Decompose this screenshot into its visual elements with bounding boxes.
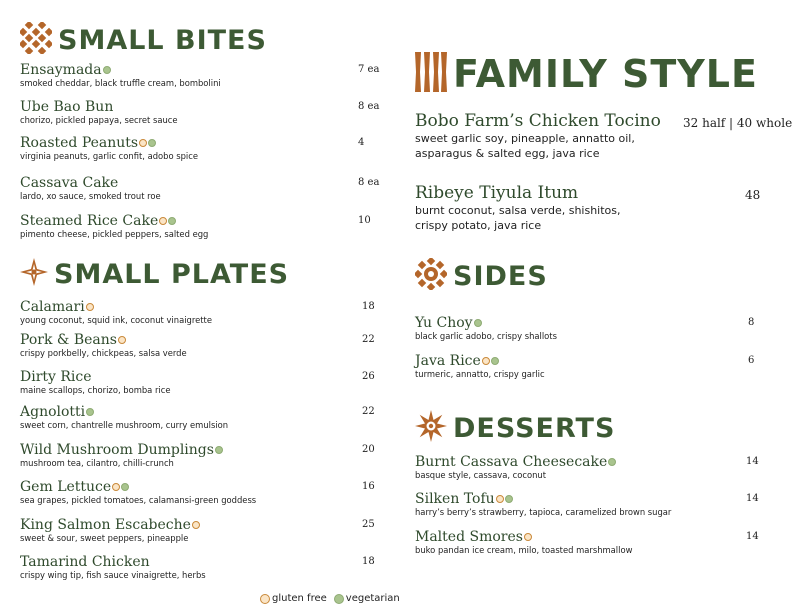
item-price: 8 ea [358,177,380,188]
item-name [20,517,200,533]
vegetarian-icon [121,483,129,491]
menu-item-gem-lettuce [20,479,256,506]
gluten-free-icon [496,495,504,503]
item-price: 18 [362,556,375,567]
menu-item-tamarind-chicken [20,554,206,581]
item-description: sweet garlic soy, pineapple, annatto oil, asparagus & salted egg, java rice [415,132,635,160]
menu-item-java-rice [415,353,545,380]
vertical-stripes-icon [415,52,447,96]
item-name-text: Cassava Cake [20,175,119,191]
menu-item-silken-tofu [415,491,671,518]
item-price: 25 [362,519,375,530]
item-name [20,99,178,115]
vegetarian-icon [86,408,94,416]
section-title: SMALL PLATES [54,258,290,290]
item-name [20,175,161,191]
item-description: pimento cheese, pickled peppers, salted egg [20,229,209,239]
menu-item-ube-bao-bun [20,99,178,126]
item-name [415,353,545,369]
item-price: 14 [746,531,759,542]
starburst-icon [415,410,447,446]
item-name-text: Roasted Peanuts [20,135,139,151]
item-name-text: Dirty Rice [20,369,92,385]
vegetarian-icon [608,458,616,466]
vegetarian-icon [103,66,111,74]
section-title: SIDES [453,260,548,292]
item-name [20,404,228,420]
menu-item-steamed-rice-cake [20,213,208,240]
menu-item-burnt-cassava-cheesecake [415,454,616,481]
item-name-text: Ube Bao Bun [20,99,114,115]
item-name [415,529,632,545]
item-price: 26 [362,371,375,382]
item-price: 18 [362,301,375,312]
four-point-star-icon [20,258,48,290]
item-description: burnt coconut, salsa verde, shishitos, crispy potato, java rice [415,204,621,232]
menu-item-ribeye-tiyula-itum [415,183,645,233]
item-description: harry’s berry’s strawberry, tapioca, caramelized brown sugar [415,507,672,517]
item-name [20,332,187,348]
item-name-text: Agnolotti [20,404,86,420]
vegetarian-label: vegetarian [345,593,400,604]
menu-item-calamari [20,299,212,326]
menu-item-bobo-farm-s-chicken-tocino [415,111,685,161]
item-price: 6 [748,355,755,366]
item-description: young coconut, squid ink, coconut vinaigrette [20,315,212,325]
gluten-free-icon [260,594,270,604]
item-description: crispy wing tip, fish sauce vinaigrette, herbs [20,570,206,580]
item-description: virginia peanuts, garlic confit, adobo spice [20,151,199,161]
section-small-plates-header [20,258,289,290]
menu-item-ensaymada [20,62,221,89]
item-name-text: Tamarind Chicken [20,554,150,570]
item-name-text: Pork & Beans [20,332,117,348]
vegetarian-icon [168,217,176,225]
item-description: smoked cheddar, black truffle cream, bombolini [20,78,221,88]
menu-item-malted-smores [415,529,632,556]
vegetarian-icon [215,446,223,454]
gluten-free-icon [118,336,126,344]
item-name [415,491,671,507]
item-name [20,442,223,458]
section-title: DESSERTS [453,412,616,444]
item-name [415,454,616,470]
item-description: black garlic adobo, crispy shallots [415,331,557,341]
gluten-free-icon [86,303,94,311]
section-family-style-header [415,52,758,96]
item-name-text: Steamed Rice Cake [20,213,159,229]
item-name-text: Burnt Cassava Cheesecake [415,454,608,470]
item-name: Ribeye Tiyula Itum [415,183,579,203]
dietary-legend [259,593,400,604]
item-name: Bobo Farm’s Chicken Tocino [415,111,661,131]
menu-item-pork-beans [20,332,187,359]
section-title: SMALL BITES [58,24,267,56]
vegetarian-icon [148,139,156,147]
gluten-free-icon [482,357,490,365]
section-small-bites-header [20,22,267,58]
item-description: sweet & sour, sweet peppers, pineapple [20,533,189,543]
item-description: basque style, cassava, coconut [415,470,547,480]
gluten-free-icon [192,521,200,529]
item-name [20,213,208,229]
menu-item-dirty-rice [20,369,171,396]
item-price: 32 half | 40 whole [683,116,792,130]
item-description: chorizo, pickled papaya, secret sauce [20,115,178,125]
item-price: 16 [362,481,375,492]
menu-item-roasted-peanuts [20,135,198,162]
item-price: 22 [362,334,375,345]
gluten-free-icon [139,139,147,147]
item-name-text: Malted Smores [415,529,523,545]
item-name-text: Gem Lettuce [20,479,112,495]
item-description: maine scallops, chorizo, bomba rice [20,385,171,395]
item-name [20,369,171,385]
item-description: sweet corn, chantrelle mushroom, curry emulsion [20,420,229,430]
section-desserts-header [415,410,615,446]
item-name-text: Ensaymada [20,62,102,78]
item-price: 8 ea [358,101,380,112]
item-name [20,554,206,570]
item-price: 14 [746,493,759,504]
vegetarian-icon [491,357,499,365]
item-description: crispy porkbelly, chickpeas, salsa verde [20,348,187,358]
item-name [20,62,221,78]
gluten-free-icon [524,533,532,541]
sunburst-pattern-icon [415,258,447,294]
item-price: 4 [358,137,365,148]
menu-item-wild-mushroom-dumplings [20,442,223,469]
item-name-text: Silken Tofu [415,491,495,507]
item-description: lardo, xo sauce, smoked trout roe [20,191,161,201]
section-title: FAMILY STYLE [453,52,758,96]
item-price: 7 ea [358,64,380,75]
section-sides-header [415,258,548,294]
item-name [415,315,557,331]
gluten-free-label: gluten free [272,593,327,604]
vegetarian-icon [474,319,482,327]
gluten-free-icon [159,217,167,225]
menu-item-cassava-cake [20,175,161,202]
menu-item-agnolotti [20,404,228,431]
item-price: 20 [362,444,375,455]
item-price: 10 [358,215,371,226]
menu-item-yu-choy [415,315,557,342]
item-name-text: Yu Choy [415,315,473,331]
gluten-free-icon [112,483,120,491]
item-name-text: Java Rice [415,353,481,369]
item-description: turmeric, annatto, crispy garlic [415,369,545,379]
menu-item-king-salmon-escabeche [20,517,200,544]
item-price: 48 [745,188,761,202]
item-name [20,479,256,495]
item-price: 22 [362,406,375,417]
item-name-text: King Salmon Escabeche [20,517,191,533]
vegetarian-icon [505,495,513,503]
item-name [20,135,198,151]
diamond-grid-icon [20,22,52,58]
item-price: 8 [748,317,755,328]
item-description: sea grapes, pickled tomatoes, calamansi-green goddess [20,495,257,505]
item-description: mushroom tea, cilantro, chilli-crunch [20,458,174,468]
item-description: buko pandan ice cream, milo, toasted marshmallow [415,545,633,555]
item-price: 14 [746,456,759,467]
item-name-text: Wild Mushroom Dumplings [20,442,214,458]
item-name-text: Calamari [20,299,85,315]
vegetarian-icon [334,594,344,604]
item-name [20,299,212,315]
